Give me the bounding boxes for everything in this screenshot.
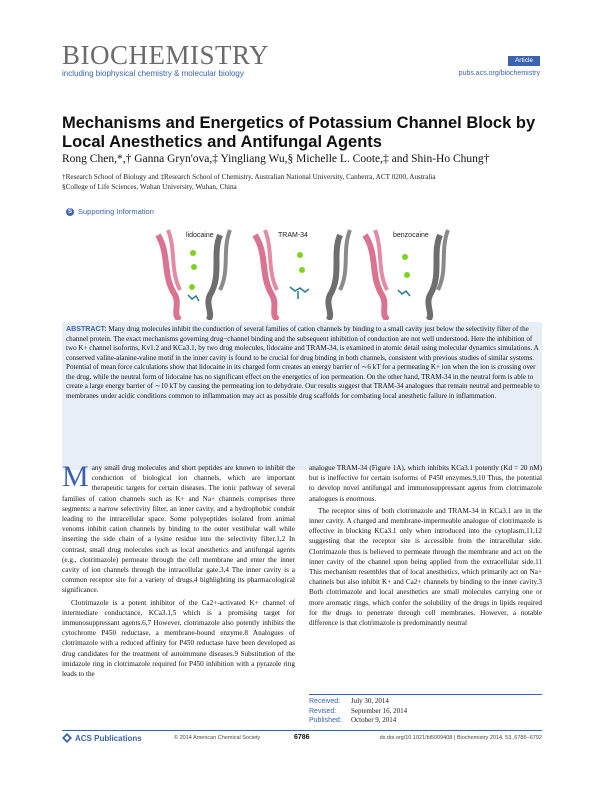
paragraph-text: any small drug molecules and short peptides are known to inhibit the conduction of biological ion channels, which are important therapeutic targets for certain diseases. The ionic pathway of several families of cation channels such as K+ and Na+ channels comprises three segments: a narrow selectivity filter, an inner cavity, and a hydrophobic conduit leading to the intracellular space. Some polypeptides isolated from animal venoms inhibit cation channels by binding to the outer vestibular wall while inserting the side chain of a lysine residue into the selectivity filter.1,2 In contrast, small drug molecules such as local anesthetics and antifungal agents (e.g., clotrimazole) permeate through the cell membrane and enter the inner cavity of ion channels through the intracellular gate.3,4 The inner cavity is a common receptor site for a variety of drugs,4 highlighting its pharmacological significance. xyxy=(62,464,295,595)
supporting-info-icon: S xyxy=(67,208,72,215)
figure-label-lidocaine: lidocaine xyxy=(186,232,214,239)
date-published: Published: October 9, 2014 xyxy=(309,716,397,724)
article-title: Mechanisms and Energetics of Potassium Channel Block by Local Anesthetics and Antifungal Agents xyxy=(62,114,536,151)
affiliation-line: §College of Life Sciences, Wuhan University, Wuhan, China xyxy=(62,183,237,191)
date-received: Received: July 30, 2014 xyxy=(309,697,389,705)
publisher-name: ACS Publications xyxy=(75,733,142,743)
toc-graphic xyxy=(150,225,450,320)
page-footer xyxy=(62,733,542,747)
abstract xyxy=(66,325,540,401)
body-column-left xyxy=(62,460,295,681)
abstract-text: Many drug molecules inhibit the conduction of several families of cation channels by binding to a small cavity just below the selectivity filter of the channel protein. The exact mechanisms governing drug−channel binding and the subsequent inhibition of conduction are not well understood. Here the inhibition of two K+ channel isoforms, Kv1.2 and KCa3.1, by two drug molecules, lidocaine and TRAM-34, is examined in atomic detail using molecular dynamics simulations. A conserved valine-alanine-valine motif in the inner cavity is found to be crucial for drug binding in both channels, consistent with previous studies of similar systems. Potential of mean force calculations show that lidocaine in its charged form creates an energy barrier of ∼6 kT for a permeating K+ ion when the ion is crossing over the drug, while the neutral form of lidocaine has no significant effect on the energetics of ion permeation. On the other hand, TRAM-34 in the neutral form is able to create a large energy barrier of ∼10 kT by causing the permeating ion to dehydrate. Our results suggest that TRAM-34 analogues that remain neutral and permeable to membranes under acidic conditions common to inflammation may act as possible drug scaffolds for combating local anesthetic failure in inflammation. xyxy=(66,325,540,400)
body-paragraph xyxy=(62,460,295,596)
journal-header xyxy=(62,42,269,78)
body-paragraph: analogue TRAM-34 (Figure 1A), which inhibits KCa3.1 potently (Kd = 20 nM) but is ineffective for certain isoforms of P450 enzymes.9,10 Thus, the potential to develop novel antifungal and immunosuppressant agents from clotrimazole analogues is enormous. xyxy=(309,464,542,503)
journal-name: BIOCHEMISTRY xyxy=(62,40,270,70)
copyright: © 2014 American Chemical Society xyxy=(174,735,261,741)
footer-divider xyxy=(62,730,542,731)
journal-subtitle: including biophysical chemistry & molecular biology xyxy=(62,69,244,78)
affiliations xyxy=(62,172,542,192)
drop-cap: M xyxy=(62,460,89,493)
citation-doi-link[interactable]: dx.doi.org/10.1021/bi5009408 | Biochemistry 2014, 53, 6786−6792 xyxy=(379,735,542,741)
article-type-badge: Article xyxy=(508,56,540,66)
figure-label-benzocaine: benzocaine xyxy=(393,232,429,239)
author-list: Rong Chen,*,† Ganna Gryn'ova,‡ Yingliang Wu,§ Michelle L. Coote,‡ and Shin-Ho Chung† xyxy=(62,153,490,165)
affiliation-line: †Research School of Biology and ‡Research School of Chemistry, Australian National University, Canberra, ACT 0200, Australia xyxy=(62,173,436,181)
acs-logo-icon xyxy=(62,733,72,743)
page-number: 6786 xyxy=(294,734,310,741)
body-column-right xyxy=(309,463,542,630)
supporting-info-link[interactable] xyxy=(66,207,154,216)
date-revised: Revised: September 16, 2014 xyxy=(309,706,408,715)
publication-dates xyxy=(309,697,542,726)
body-paragraph: Clotrimazole is a potent inhibitor of the Ca2+-activated K+ channel of intermediate conductance, KCa3.1,5 which is a promising target for immunosuppressant agents.6,7 However, clotrimazole also potently inhibits the cytochrome P450 reductase, a membrane-bound enzyme.8 Analogues of clotrimazole with a reduced affinity for P450 reductase have been developed as drug candidates for the treatment of autoimmune diseases.9 Substitution of the imidazole ring in clotrimazole required for P450 inhibition with a pyrazole ring leads to the xyxy=(62,598,295,679)
figure-label-tram34: TRAM-34 xyxy=(278,232,308,239)
body-paragraph: The receptor sites of both clotrimazole and TRAM-34 in KCa3.1 are in the inner cavity. A charged and membrane-impermeable analogue of clotrimazole is effective in blocking KCa3.1 only when introduced into the cytoplasm,11,12 suggesting that the receptor site is accessible from the intracellular side. Clotrimazole thus is believed to permeate through the membrane and act on the inner cavity of the channel upon being applied from the extracellular side.11 This mechanism resembles that of local anesthetics, which primarily act on Na+ channels but also inhibit K+ and Ca2+ channels by binding to the inner cavity.3 Both clotrimazole and local anesthetics are small molecules carrying one or more aromatic rings, which confer the solubility of the drugs in lipids required for the drugs to penetrate through cell membranes. However, a notable difference is that clotrimazole is predominantly neutral xyxy=(309,506,542,628)
supporting-info-label: Supporting Information xyxy=(78,207,154,216)
acs-publications-logo[interactable] xyxy=(62,733,142,743)
journal-url-link[interactable]: pubs.acs.org/biochemistry xyxy=(458,70,540,77)
abstract-label: ABSTRACT: xyxy=(66,325,107,333)
dates-divider xyxy=(309,694,542,695)
